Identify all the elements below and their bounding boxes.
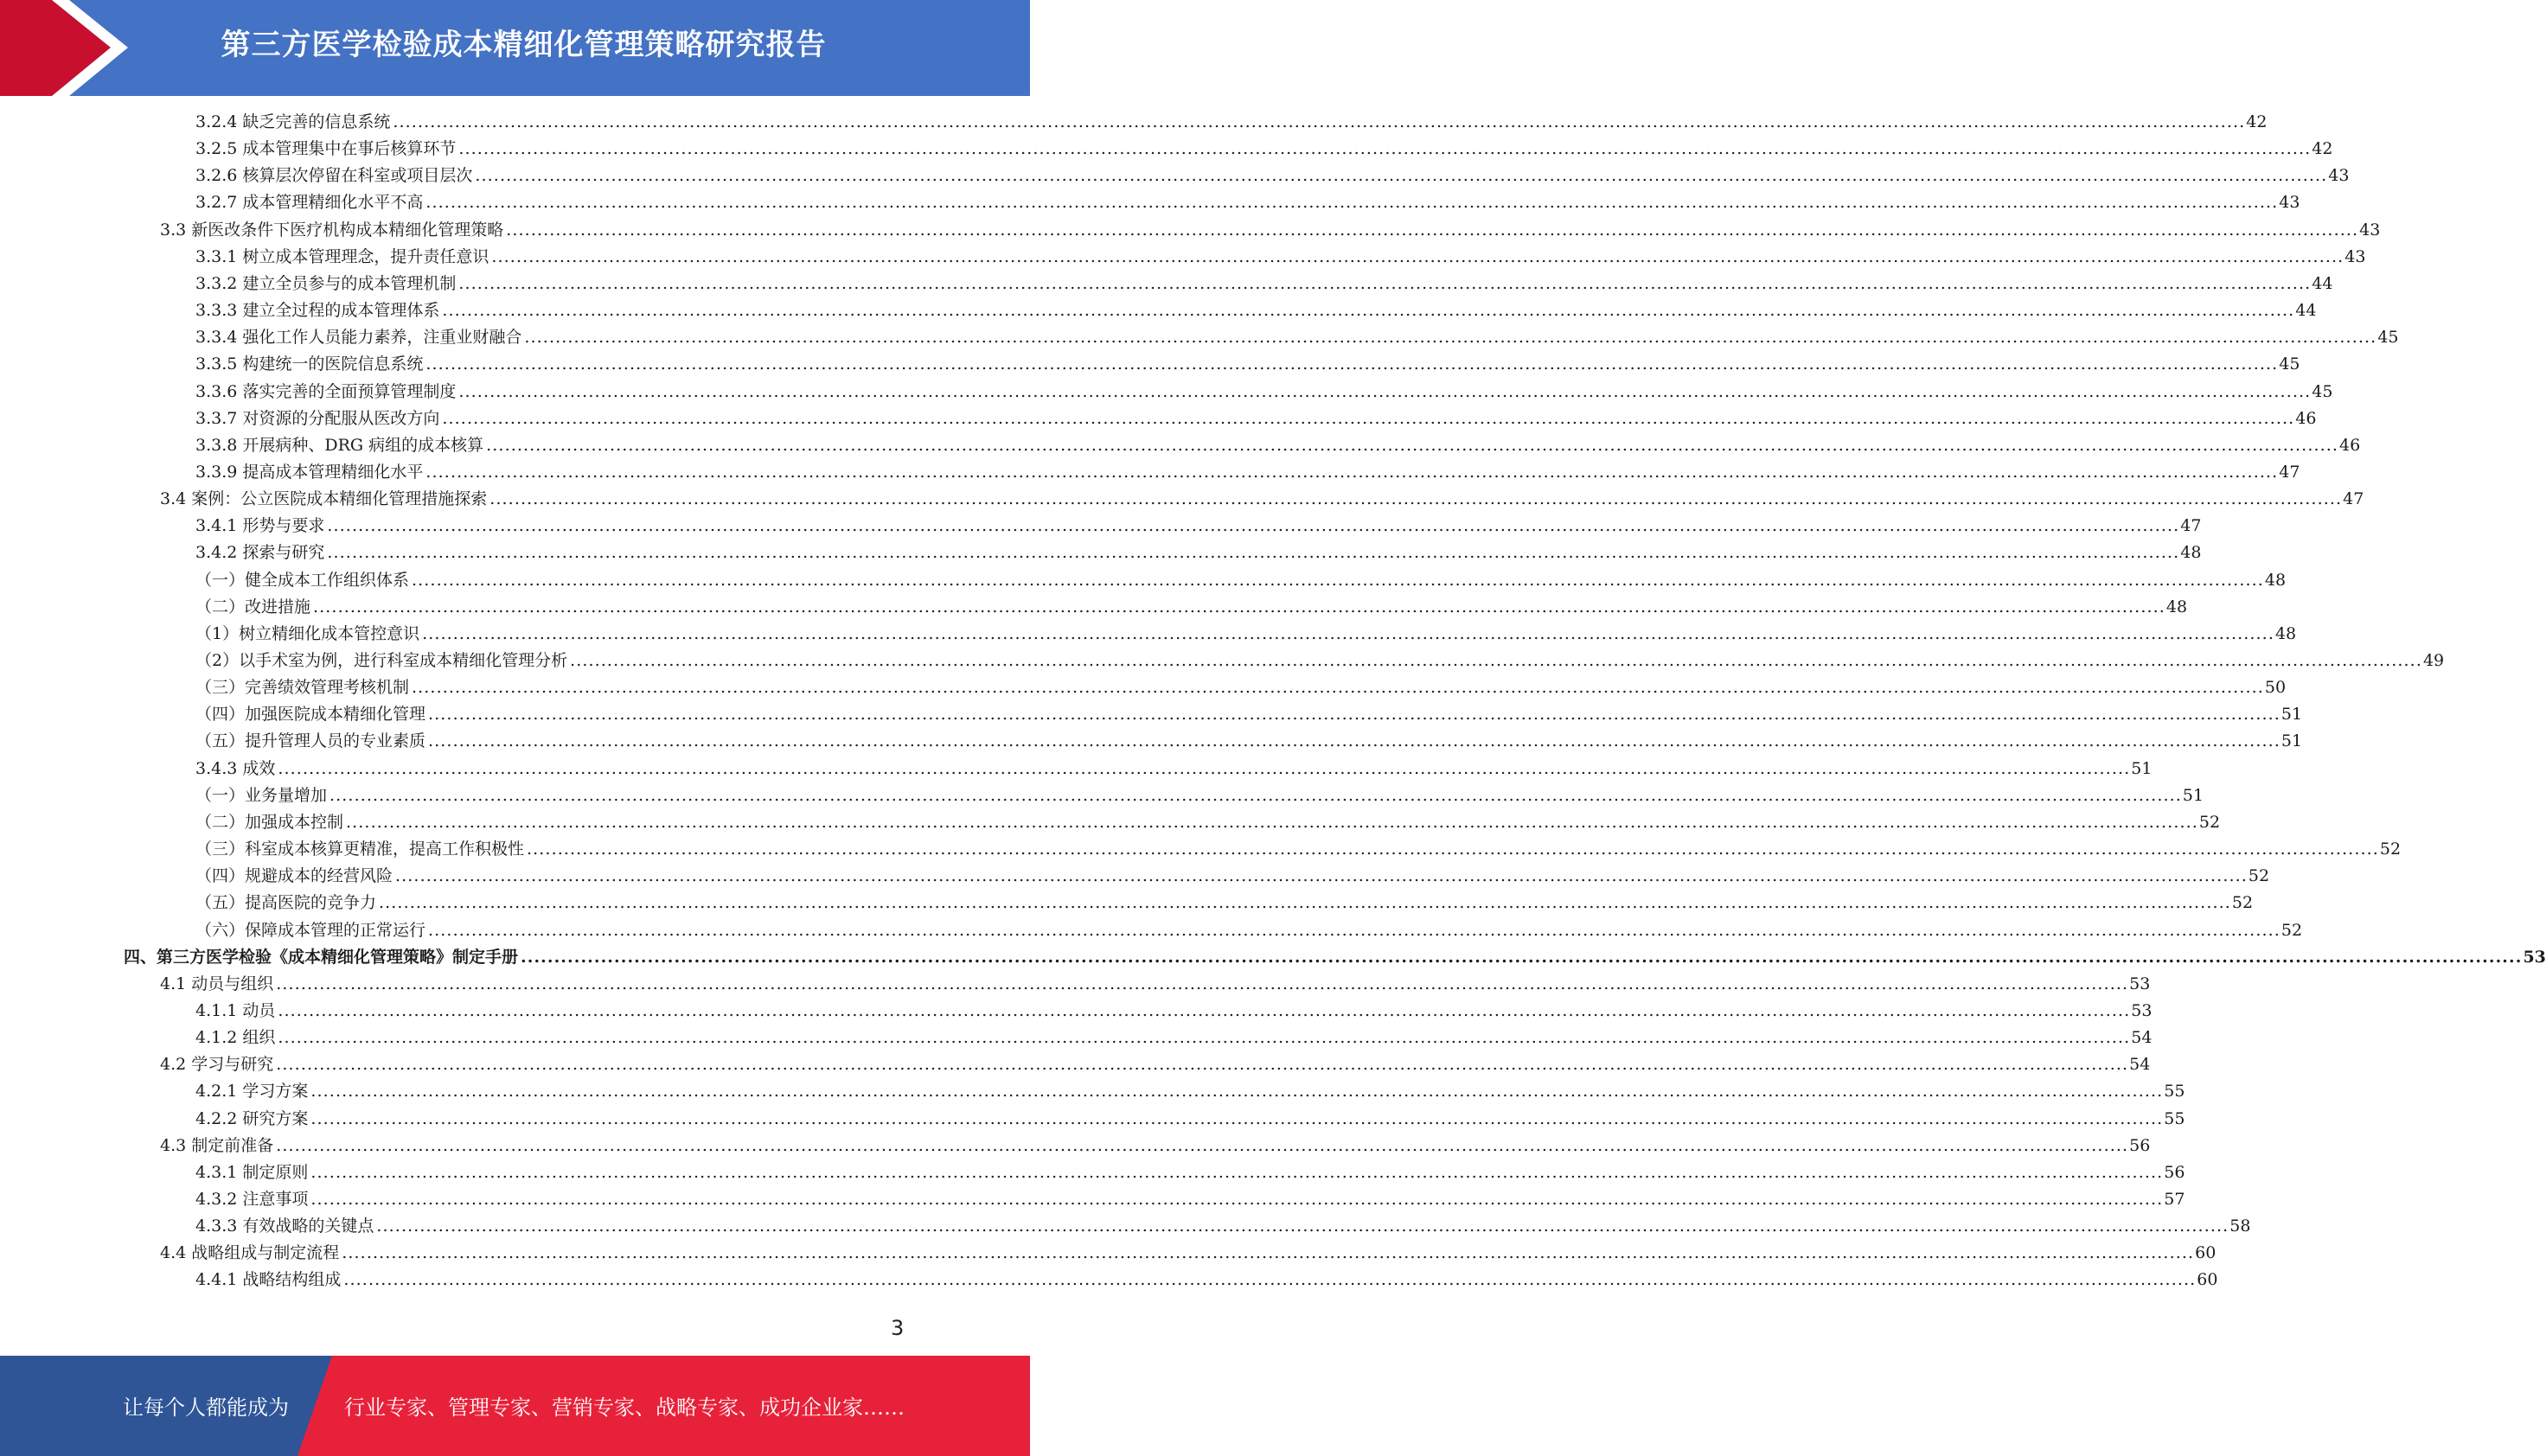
toc-entry-title: （四）规避成本的经营风险 bbox=[195, 866, 393, 886]
toc-entry[interactable] bbox=[195, 1186, 2185, 1213]
toc-entry[interactable] bbox=[160, 1051, 2151, 1078]
toc-leader-dots: ............................................................................................................................................................................................................................................................................................................ bbox=[425, 462, 2279, 482]
toc-leader-dots: ............................................................................................................................................................................................................................................................................................................ bbox=[310, 1108, 2164, 1128]
toc-entry-page: 43 bbox=[2344, 246, 2366, 266]
toc-leader-dots: ............................................................................................................................................................................................................................................................................................................ bbox=[343, 1270, 2197, 1290]
toc-entry-title: 3.3 新医改条件下医疗机构成本精细化管理策略 bbox=[160, 220, 504, 239]
toc-leader-dots: ............................................................................................................................................................................................................................................................................................................ bbox=[393, 112, 2246, 131]
toc-entry[interactable] bbox=[195, 594, 2188, 621]
toc-entry-page: 45 bbox=[2312, 381, 2333, 401]
toc-entry-page: 45 bbox=[2279, 354, 2300, 374]
toc-leader-dots: ............................................................................................................................................................................................................................................................................................................ bbox=[489, 489, 2343, 509]
toc-entry-title: 4.2.1 学习方案 bbox=[195, 1082, 309, 1102]
toc-entry-page: 55 bbox=[2164, 1082, 2185, 1102]
toc-leader-dots: ............................................................................................................................................................................................................................................................................................................ bbox=[458, 381, 2312, 401]
toc-entry-page: 47 bbox=[2180, 516, 2202, 536]
toc-entry-title: 4.4 战略组成与制定流程 bbox=[160, 1243, 340, 1263]
toc-entry-page: 52 bbox=[2198, 812, 2221, 832]
toc-entry[interactable] bbox=[195, 998, 2153, 1025]
toc-entry-page: 60 bbox=[2197, 1270, 2218, 1290]
toc-entry[interactable] bbox=[195, 163, 2350, 189]
toc-entry[interactable] bbox=[195, 809, 2221, 836]
toc-entry-title: （五）提高医院的竞争力 bbox=[195, 893, 377, 913]
toc-entry[interactable] bbox=[160, 217, 2381, 244]
toc-leader-dots: ............................................................................................................................................................................................................................................................................................................ bbox=[458, 139, 2312, 159]
toc-leader-dots: ............................................................................................................................................................................................................................................................................................................ bbox=[376, 1217, 2229, 1236]
toc-entry-page: 60 bbox=[2195, 1243, 2217, 1263]
footer-slogan-left: 让每个人都能成为 bbox=[123, 1395, 289, 1420]
toc-entry-title: 4.3.1 制定原则 bbox=[195, 1162, 309, 1182]
toc-leader-dots: ............................................................................................................................................................................................................................................................................................................ bbox=[278, 1028, 2131, 1048]
toc-entry-page: 57 bbox=[2164, 1190, 2185, 1209]
toc-leader-dots: ............................................................................................................................................................................................................................................................................................................ bbox=[524, 328, 2377, 348]
toc-entry-page: 51 bbox=[2281, 705, 2303, 725]
toc-entry-title: （一）健全成本工作组织体系 bbox=[195, 570, 410, 590]
toc-entry-title: （六）保障成本管理的正常运行 bbox=[195, 920, 426, 940]
toc-entry-title: 4.3.2 注意事项 bbox=[195, 1190, 309, 1209]
toc-entry-page: 46 bbox=[2295, 408, 2317, 428]
toc-leader-dots: ............................................................................................................................................................................................................................................................................................................ bbox=[278, 758, 2131, 778]
toc-entry[interactable] bbox=[195, 1025, 2153, 1051]
toc-entry[interactable] bbox=[195, 136, 2333, 163]
toc-entry[interactable] bbox=[124, 944, 2546, 971]
toc-leader-dots: ............................................................................................................................................................................................................................................................................................................ bbox=[442, 301, 2295, 321]
toc-leader-dots: ............................................................................................................................................................................................................................................................................................................ bbox=[412, 570, 2264, 590]
toc-entry[interactable] bbox=[195, 648, 2445, 674]
toc-leader-dots: ............................................................................................................................................................................................................................................................................................................ bbox=[491, 246, 2344, 266]
toc-entry[interactable] bbox=[195, 782, 2204, 809]
toc-leader-dots: ............................................................................................................................................................................................................................................................................................................ bbox=[310, 1190, 2164, 1209]
toc-entry-title: 3.3.2 建立全员参与的成本管理机制 bbox=[195, 273, 457, 293]
toc-entry-title: 4.4.1 战略结构组成 bbox=[195, 1270, 342, 1290]
toc-entry[interactable] bbox=[160, 971, 2151, 998]
toc-entry[interactable] bbox=[195, 863, 2270, 890]
toc-entry-title: （一）业务量增加 bbox=[195, 785, 328, 805]
toc-leader-dots: ............................................................................................................................................................................................................................................................................................................ bbox=[346, 812, 2198, 832]
toc-entry-title: 3.4.3 成效 bbox=[195, 758, 276, 778]
toc-entry-title: （三）完善绩效管理考核机制 bbox=[195, 678, 410, 698]
toc-leader-dots: ............................................................................................................................................................................................................................................................................................................ bbox=[428, 920, 2281, 940]
toc-entry[interactable] bbox=[195, 351, 2300, 378]
toc-entry[interactable] bbox=[195, 567, 2287, 594]
toc-entry-page: 52 bbox=[2379, 840, 2402, 859]
toc-entry-title: 3.2.5 成本管理集中在事后核算环节 bbox=[195, 139, 457, 159]
footer-slogan-right: 行业专家、管理专家、营销专家、战略专家、成功企业家…… bbox=[344, 1395, 905, 1420]
toc-leader-dots: ............................................................................................................................................................................................................................................................................................................ bbox=[278, 1000, 2131, 1020]
toc-entry-page: 53 bbox=[2131, 1000, 2153, 1020]
toc-entry[interactable] bbox=[195, 890, 2254, 916]
toc-leader-dots: ............................................................................................................................................................................................................................................................................................................ bbox=[395, 866, 2248, 886]
toc-entry-page: 43 bbox=[2328, 166, 2350, 186]
toc-entry-title: （三）科室成本核算更精准，提高工作积极性 bbox=[195, 840, 525, 859]
toc-entry-page: 48 bbox=[2264, 570, 2287, 590]
toc-entry-title: 3.3.1 树立成本管理理念，提升责任意识 bbox=[195, 246, 489, 266]
toc-entry[interactable] bbox=[195, 917, 2303, 944]
toc-entry-title: （1）树立精细化成本管控意识 bbox=[195, 623, 420, 643]
toc-leader-dots: ............................................................................................................................................................................................................................................................................................................ bbox=[276, 974, 2129, 993]
toc-entry-page: 48 bbox=[2274, 623, 2297, 643]
toc-entry[interactable] bbox=[195, 728, 2303, 755]
toc-entry[interactable] bbox=[195, 701, 2303, 728]
toc-entry-page: 44 bbox=[2295, 301, 2317, 321]
toc-entry-title: 3.3.3 建立全过程的成本管理体系 bbox=[195, 301, 440, 321]
toc-entry-title: 3.3.6 落实完善的全面预算管理制度 bbox=[195, 381, 457, 401]
toc-entry[interactable] bbox=[195, 109, 2268, 136]
toc-entry[interactable] bbox=[195, 189, 2300, 216]
toc-entry[interactable] bbox=[195, 1078, 2185, 1105]
toc-entry[interactable] bbox=[195, 1267, 2218, 1293]
toc-entry-title: 四、第三方医学检验《成本精细化管理策略》制定手册 bbox=[124, 947, 519, 967]
toc-entry-page: 50 bbox=[2264, 678, 2287, 698]
toc-leader-dots: ............................................................................................................................................................................................................................................................................................................ bbox=[329, 785, 2182, 805]
toc-entry-title: 4.2.2 研究方案 bbox=[195, 1108, 309, 1128]
toc-entry-title: 4.3 制定前准备 bbox=[160, 1135, 274, 1155]
toc-entry[interactable] bbox=[195, 836, 2402, 863]
toc-entry-page: 55 bbox=[2164, 1108, 2185, 1128]
toc-entry-title: 3.2.6 核算层次停留在科室或项目层次 bbox=[195, 166, 473, 186]
toc-entry-title: 3.3.7 对资源的分配服从医改方向 bbox=[195, 408, 440, 428]
toc-entry-title: 3.2.4 缺乏完善的信息系统 bbox=[195, 112, 391, 131]
toc-entry-page: 42 bbox=[2246, 112, 2268, 131]
toc-entry-title: （2）以手术室为例，进行科室成本精细化管理分析 bbox=[195, 651, 568, 670]
toc-leader-dots: ............................................................................................................................................................................................................................................................................................................ bbox=[379, 893, 2231, 913]
toc-leader-dots: ............................................................................................................................................................................................................................................................................................................ bbox=[570, 651, 2422, 670]
page-footer bbox=[0, 1356, 1030, 1456]
toc-entry-page: 52 bbox=[2281, 920, 2303, 940]
toc-entry-page: 46 bbox=[2339, 435, 2361, 455]
toc-entry-page: 43 bbox=[2359, 220, 2381, 239]
toc-entry[interactable] bbox=[195, 540, 2202, 566]
toc-entry-page: 48 bbox=[2165, 597, 2188, 616]
toc-leader-dots: ............................................................................................................................................................................................................................................................................................................ bbox=[276, 1055, 2129, 1075]
toc-entry-title: 3.4 案例：公立医院成本精细化管理措施探索 bbox=[160, 489, 488, 509]
toc-entry-page: 58 bbox=[2229, 1217, 2251, 1236]
toc-leader-dots: ............................................................................................................................................................................................................................................................................................................ bbox=[428, 731, 2281, 751]
toc-entry-page: 42 bbox=[2312, 139, 2333, 159]
document-title: 第三方医学检验成本精细化管理策略研究报告 bbox=[221, 28, 827, 62]
toc-entry-page: 53 bbox=[2129, 974, 2151, 993]
toc-leader-dots: ............................................................................................................................................................................................................................................................................................................ bbox=[327, 543, 2180, 563]
toc-leader-dots: ............................................................................................................................................................................................................................................................................................................ bbox=[442, 408, 2295, 428]
toc-entry-title: 4.1 动员与组织 bbox=[160, 974, 274, 993]
toc-leader-dots: ............................................................................................................................................................................................................................................................................................................ bbox=[310, 1162, 2164, 1182]
toc-leader-dots: ............................................................................................................................................................................................................................................................................................................ bbox=[486, 435, 2339, 455]
toc-entry-page: 56 bbox=[2129, 1135, 2151, 1155]
toc-entry[interactable] bbox=[195, 459, 2300, 486]
toc-leader-dots: ............................................................................................................................................................................................................................................................................................................ bbox=[521, 947, 2523, 967]
toc-entry[interactable] bbox=[195, 379, 2333, 406]
toc-leader-dots: ............................................................................................................................................................................................................................................................................................................ bbox=[425, 193, 2279, 213]
toc-entry[interactable] bbox=[195, 1159, 2185, 1186]
toc-entry[interactable] bbox=[195, 674, 2287, 701]
toc-entry-title: （五）提升管理人员的专业素质 bbox=[195, 731, 426, 751]
toc-entry-page: 51 bbox=[2131, 758, 2153, 778]
toc-leader-dots: ............................................................................................................................................................................................................................................................................................................ bbox=[527, 840, 2379, 859]
toc-entry[interactable] bbox=[195, 756, 2153, 782]
toc-entry-page: 49 bbox=[2422, 651, 2445, 670]
toc-entry-page: 56 bbox=[2164, 1162, 2185, 1182]
toc-entry-page: 51 bbox=[2182, 785, 2204, 805]
toc-entry-page: 51 bbox=[2281, 731, 2303, 751]
toc-entry[interactable] bbox=[160, 1240, 2217, 1267]
toc-entry[interactable] bbox=[160, 1133, 2151, 1159]
toc-entry-page: 47 bbox=[2279, 462, 2300, 482]
toc-leader-dots: ............................................................................................................................................................................................................................................................................................................ bbox=[506, 220, 2359, 239]
toc-leader-dots: ............................................................................................................................................................................................................................................................................................................ bbox=[422, 623, 2274, 643]
toc-entry-title: 3.4.2 探索与研究 bbox=[195, 543, 325, 563]
page-header bbox=[0, 0, 1030, 96]
toc-entry[interactable] bbox=[195, 513, 2202, 540]
toc-entry[interactable] bbox=[195, 244, 2366, 271]
toc-entry-title: （四）加强医院成本精细化管理 bbox=[195, 705, 426, 725]
toc-leader-dots: ............................................................................................................................................................................................................................................................................................................ bbox=[425, 354, 2279, 374]
page-number: 3 bbox=[891, 1316, 905, 1340]
toc-entry-title: 3.4.1 形势与要求 bbox=[195, 516, 325, 536]
toc-entry[interactable] bbox=[195, 297, 2317, 324]
toc-entry-title: 4.2 学习与研究 bbox=[160, 1055, 274, 1075]
toc-leader-dots: ............................................................................................................................................................................................................................................................................................................ bbox=[458, 273, 2312, 293]
toc-leader-dots: ............................................................................................................................................................................................................................................................................................................ bbox=[327, 516, 2180, 536]
toc-entry-page: 45 bbox=[2377, 328, 2399, 348]
toc-leader-dots: ............................................................................................................................................................................................................................................................................................................ bbox=[342, 1243, 2195, 1263]
toc-entry-title: 3.3.4 强化工作人员能力素养，注重业财融合 bbox=[195, 328, 522, 348]
toc-entry-page: 54 bbox=[2129, 1055, 2151, 1075]
toc-entry-page: 52 bbox=[2248, 866, 2270, 886]
toc-leader-dots: ............................................................................................................................................................................................................................................................................................................ bbox=[313, 597, 2165, 616]
toc-entry[interactable] bbox=[160, 486, 2364, 513]
toc-entry[interactable] bbox=[195, 324, 2399, 351]
toc-entry-title: 3.3.5 构建统一的医院信息系统 bbox=[195, 354, 424, 374]
toc-entry[interactable] bbox=[195, 621, 2297, 648]
toc-entry-title: 4.3.3 有效战略的关键点 bbox=[195, 1217, 374, 1236]
toc-entry[interactable] bbox=[195, 432, 2361, 459]
toc-entry[interactable] bbox=[195, 271, 2333, 297]
toc-entry-title: 3.2.7 成本管理精细化水平不高 bbox=[195, 193, 424, 213]
toc-entry[interactable] bbox=[195, 1106, 2185, 1133]
toc-leader-dots: ............................................................................................................................................................................................................................................................................................................ bbox=[428, 705, 2281, 725]
toc-entry-page: 52 bbox=[2231, 893, 2254, 913]
toc-entry-title: 3.3.9 提高成本管理精细化水平 bbox=[195, 462, 424, 482]
toc-entry-page: 43 bbox=[2279, 193, 2300, 213]
toc-entry-page: 53 bbox=[2523, 947, 2546, 967]
toc-entry[interactable] bbox=[195, 1213, 2251, 1240]
toc-entry-title: 4.1.2 组织 bbox=[195, 1028, 276, 1048]
toc-leader-dots: ............................................................................................................................................................................................................................................................................................................ bbox=[475, 166, 2328, 186]
toc-entry-title: 3.3.8 开展病种、DRG 病组的成本核算 bbox=[195, 435, 484, 455]
toc-entry-page: 54 bbox=[2131, 1028, 2153, 1048]
toc-entry-title: （二）改进措施 bbox=[195, 597, 311, 616]
toc-leader-dots: ............................................................................................................................................................................................................................................................................................................ bbox=[310, 1082, 2164, 1102]
toc-leader-dots: ............................................................................................................................................................................................................................................................................................................ bbox=[412, 678, 2264, 698]
toc-entry-page: 44 bbox=[2312, 273, 2333, 293]
toc-entry-page: 47 bbox=[2343, 489, 2364, 509]
toc-leader-dots: ............................................................................................................................................................................................................................................................................................................ bbox=[276, 1135, 2129, 1155]
toc-entry[interactable] bbox=[195, 406, 2317, 432]
toc-entry-title: 4.1.1 动员 bbox=[195, 1000, 276, 1020]
toc-entry-title: （二）加强成本控制 bbox=[195, 812, 344, 832]
toc-entry-page: 48 bbox=[2180, 543, 2202, 563]
